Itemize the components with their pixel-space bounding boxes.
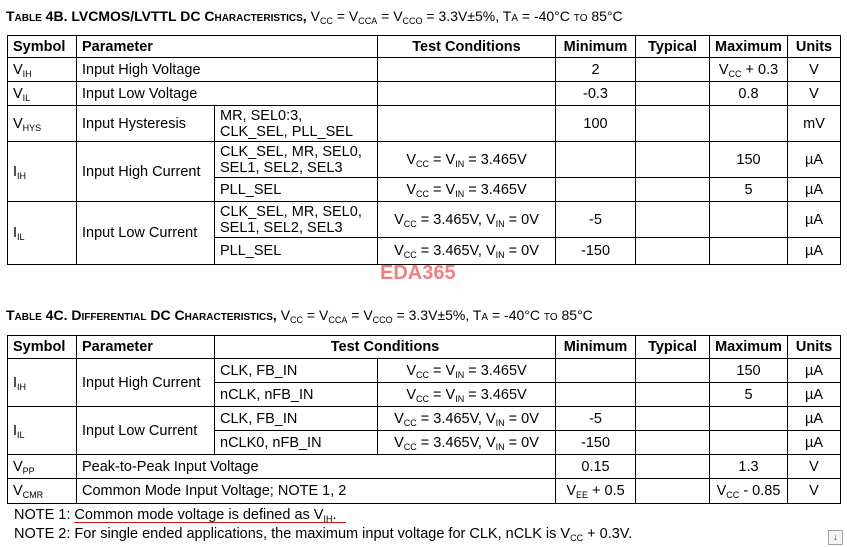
- pin-list-cell: PLL_SEL: [215, 178, 378, 202]
- symbol-cell: $I_{IL}$: [8, 407, 77, 455]
- minimum-cell: -150: [556, 431, 636, 455]
- pin-list-cell: CLK_SEL, MR, SEL0, SEL1, SEL2, SEL3: [215, 142, 378, 178]
- table-row: [8, 82, 841, 106]
- units-cell: µA: [788, 383, 841, 407]
- parameter-cell: Input Low Current: [77, 202, 215, 265]
- table-row: [8, 58, 841, 82]
- table-row: [8, 479, 841, 504]
- typical-cell: [636, 82, 710, 106]
- test-conditions-cell: $V_{CC} = 3.465V$, $V_{IN} = 0V$: [378, 238, 556, 265]
- table-4c-number: 4C.: [45, 307, 68, 323]
- maximum-cell: $V_{CC} + 0.3$: [710, 58, 788, 82]
- units-cell: µA: [788, 142, 841, 178]
- units-cell: µA: [788, 359, 841, 383]
- table-4c-title-sc2: Characteristics,: [174, 307, 277, 323]
- symbol-cell: $I_{IH}$: [8, 142, 77, 202]
- table-4c-word: Table: [6, 307, 42, 323]
- minimum-cell: 100: [556, 106, 636, 142]
- test-conditions-cell: [378, 58, 556, 82]
- maximum-cell: $V_{CC} - 0.85$: [710, 479, 788, 504]
- typical-cell: [636, 238, 710, 265]
- units-cell: V: [788, 479, 841, 504]
- minimum-cell: $V_{EE} + 0.5$: [556, 479, 636, 504]
- header-minimum: Minimum: [556, 36, 636, 58]
- table-4b-conditions: $V_{CC} = V_{CCA} = V_{CCO} = 3.3V\pm 5\%$, Ta = -40°C to 85°C: [310, 8, 623, 26]
- maximum-cell: 5: [710, 178, 788, 202]
- typical-cell: [636, 407, 710, 431]
- table-4b-word: Table: [6, 8, 42, 24]
- minimum-cell: [556, 383, 636, 407]
- parameter-cell: Input High Voltage: [77, 58, 378, 82]
- typical-cell: [636, 431, 710, 455]
- typical-cell: [636, 359, 710, 383]
- watermark-text: EDA365: [380, 262, 456, 284]
- parameter-cell: Input High Current: [77, 142, 215, 202]
- pin-list-cell: CLK, FB_IN: [215, 359, 378, 383]
- units-cell: mV: [788, 106, 841, 142]
- typical-cell: [636, 479, 710, 504]
- test-conditions-cell: $V_{CC} = V_{IN} = 3.465V$: [378, 178, 556, 202]
- header-test-conditions: Test Conditions: [215, 336, 556, 359]
- units-cell: µA: [788, 178, 841, 202]
- maximum-cell: [710, 106, 788, 142]
- minimum-cell: [556, 178, 636, 202]
- minimum-cell: [556, 142, 636, 178]
- header-test-conditions: Test Conditions: [378, 36, 556, 58]
- table-4c-title-sc: Differential: [71, 307, 147, 323]
- units-cell: µA: [788, 431, 841, 455]
- typical-cell: [636, 58, 710, 82]
- parameter-cell: Input High Current: [77, 359, 215, 407]
- table-4b-title-sc: Characteristics,: [204, 8, 307, 24]
- units-cell: V: [788, 82, 841, 106]
- maximum-cell: [710, 407, 788, 431]
- table-4b-header-row: [8, 36, 841, 58]
- table-4c-header-row: [8, 336, 841, 359]
- note-1-annotation-underline: [74, 522, 346, 523]
- typical-cell: [636, 455, 710, 479]
- pin-list-cell: MR, SEL0:3, CLK_SEL, PLL_SEL: [215, 106, 378, 142]
- typical-cell: [636, 202, 710, 238]
- table-4b-caption: [6, 8, 623, 24]
- table-row: [8, 407, 841, 431]
- typical-cell: [636, 142, 710, 178]
- test-conditions-cell: [378, 82, 556, 106]
- test-conditions-cell: $V_{CC} = V_{IN} = 3.465V$: [378, 142, 556, 178]
- header-typical: Typical: [636, 336, 710, 359]
- maximum-cell: [710, 431, 788, 455]
- minimum-cell: -0.3: [556, 82, 636, 106]
- test-conditions-cell: $V_{CC} = V_{IN} = 3.465V$: [378, 359, 556, 383]
- typical-cell: [636, 106, 710, 142]
- test-conditions-cell: $V_{CC} = 3.465V$, $V_{IN} = 0V$: [378, 407, 556, 431]
- header-maximum: Maximum: [710, 36, 788, 58]
- minimum-cell: -5: [556, 202, 636, 238]
- table-row: [8, 202, 841, 238]
- header-parameter: Parameter: [77, 36, 378, 58]
- minimum-cell: 2: [556, 58, 636, 82]
- header-maximum: Maximum: [710, 336, 788, 359]
- table-row: [8, 142, 841, 178]
- typical-cell: [636, 383, 710, 407]
- pin-list-cell: PLL_SEL: [215, 238, 378, 265]
- pin-list-cell: CLK_SEL, MR, SEL0, SEL1, SEL2, SEL3: [215, 202, 378, 238]
- units-cell: V: [788, 58, 841, 82]
- maximum-cell: [710, 202, 788, 238]
- header-symbol: Symbol: [8, 36, 77, 58]
- table-4b-title: LVCMOS/LVTTL DC: [71, 8, 205, 24]
- parameter-cell: Input Low Voltage: [77, 82, 378, 106]
- symbol-cell: $V_{HYS}$: [8, 106, 77, 142]
- corner-expand-icon[interactable]: ↓: [828, 530, 843, 545]
- table-row: [8, 359, 841, 383]
- header-typical: Typical: [636, 36, 710, 58]
- parameter-cell: Input Hysteresis: [77, 106, 215, 142]
- test-conditions-cell: $V_{CC} = 3.465V$, $V_{IN} = 0V$: [378, 202, 556, 238]
- units-cell: µA: [788, 238, 841, 265]
- pin-list-cell: CLK, FB_IN: [215, 407, 378, 431]
- note-1: NOTE 1: Common mode voltage is defined as $V_{IH}$.: [14, 507, 337, 524]
- symbol-cell: $V_{IH}$: [8, 58, 77, 82]
- minimum-cell: -5: [556, 407, 636, 431]
- table-row: [8, 106, 841, 142]
- maximum-cell: 5: [710, 383, 788, 407]
- symbol-cell: $V_{IL}$: [8, 82, 77, 106]
- note-2: NOTE 2: For single ended applications, the maximum input voltage for CLK, nCLK is $V_{CC} + 0.3V$.: [14, 526, 633, 543]
- pin-list-cell: nCLK, nFB_IN: [215, 383, 378, 407]
- header-minimum: Minimum: [556, 336, 636, 359]
- table-4c-caption: [6, 307, 593, 323]
- minimum-cell: -150: [556, 238, 636, 265]
- minimum-cell: 0.15: [556, 455, 636, 479]
- maximum-cell: 1.3: [710, 455, 788, 479]
- units-cell: V: [788, 455, 841, 479]
- parameter-cell: Common Mode Input Voltage; NOTE 1, 2: [77, 479, 556, 504]
- table-4b: [7, 35, 841, 265]
- test-conditions-cell: $V_{CC} = V_{IN} = 3.465V$: [378, 383, 556, 407]
- header-symbol: Symbol: [8, 336, 77, 359]
- parameter-cell: Input Low Current: [77, 407, 215, 455]
- maximum-cell: 150: [710, 142, 788, 178]
- table-4c-title: DC: [146, 307, 175, 323]
- symbol-cell: $V_{PP}$: [8, 455, 77, 479]
- pin-list-cell: nCLK0, nFB_IN: [215, 431, 378, 455]
- maximum-cell: 0.8: [710, 82, 788, 106]
- header-parameter: Parameter: [77, 336, 215, 359]
- test-conditions-cell: [378, 106, 556, 142]
- parameter-cell: Peak-to-Peak Input Voltage: [77, 455, 556, 479]
- typical-cell: [636, 178, 710, 202]
- table-4c: [7, 335, 841, 504]
- header-units: Units: [788, 36, 841, 58]
- header-units: Units: [788, 336, 841, 359]
- units-cell: µA: [788, 202, 841, 238]
- test-conditions-cell: $V_{CC} = 3.465V$, $V_{IN} = 0V$: [378, 431, 556, 455]
- symbol-cell: $I_{IH}$: [8, 359, 77, 407]
- table-4b-number: 4B.: [45, 8, 68, 24]
- symbol-cell: $I_{IL}$: [8, 202, 77, 265]
- minimum-cell: [556, 359, 636, 383]
- table-row: [8, 455, 841, 479]
- symbol-cell: $V_{CMR}$: [8, 479, 77, 504]
- units-cell: µA: [788, 407, 841, 431]
- maximum-cell: [710, 238, 788, 265]
- maximum-cell: 150: [710, 359, 788, 383]
- table-4c-conditions: $V_{CC} = V_{CCA} = V_{CCO} = 3.3V\pm 5\%$, Ta = -40°C to 85°C: [280, 307, 593, 325]
